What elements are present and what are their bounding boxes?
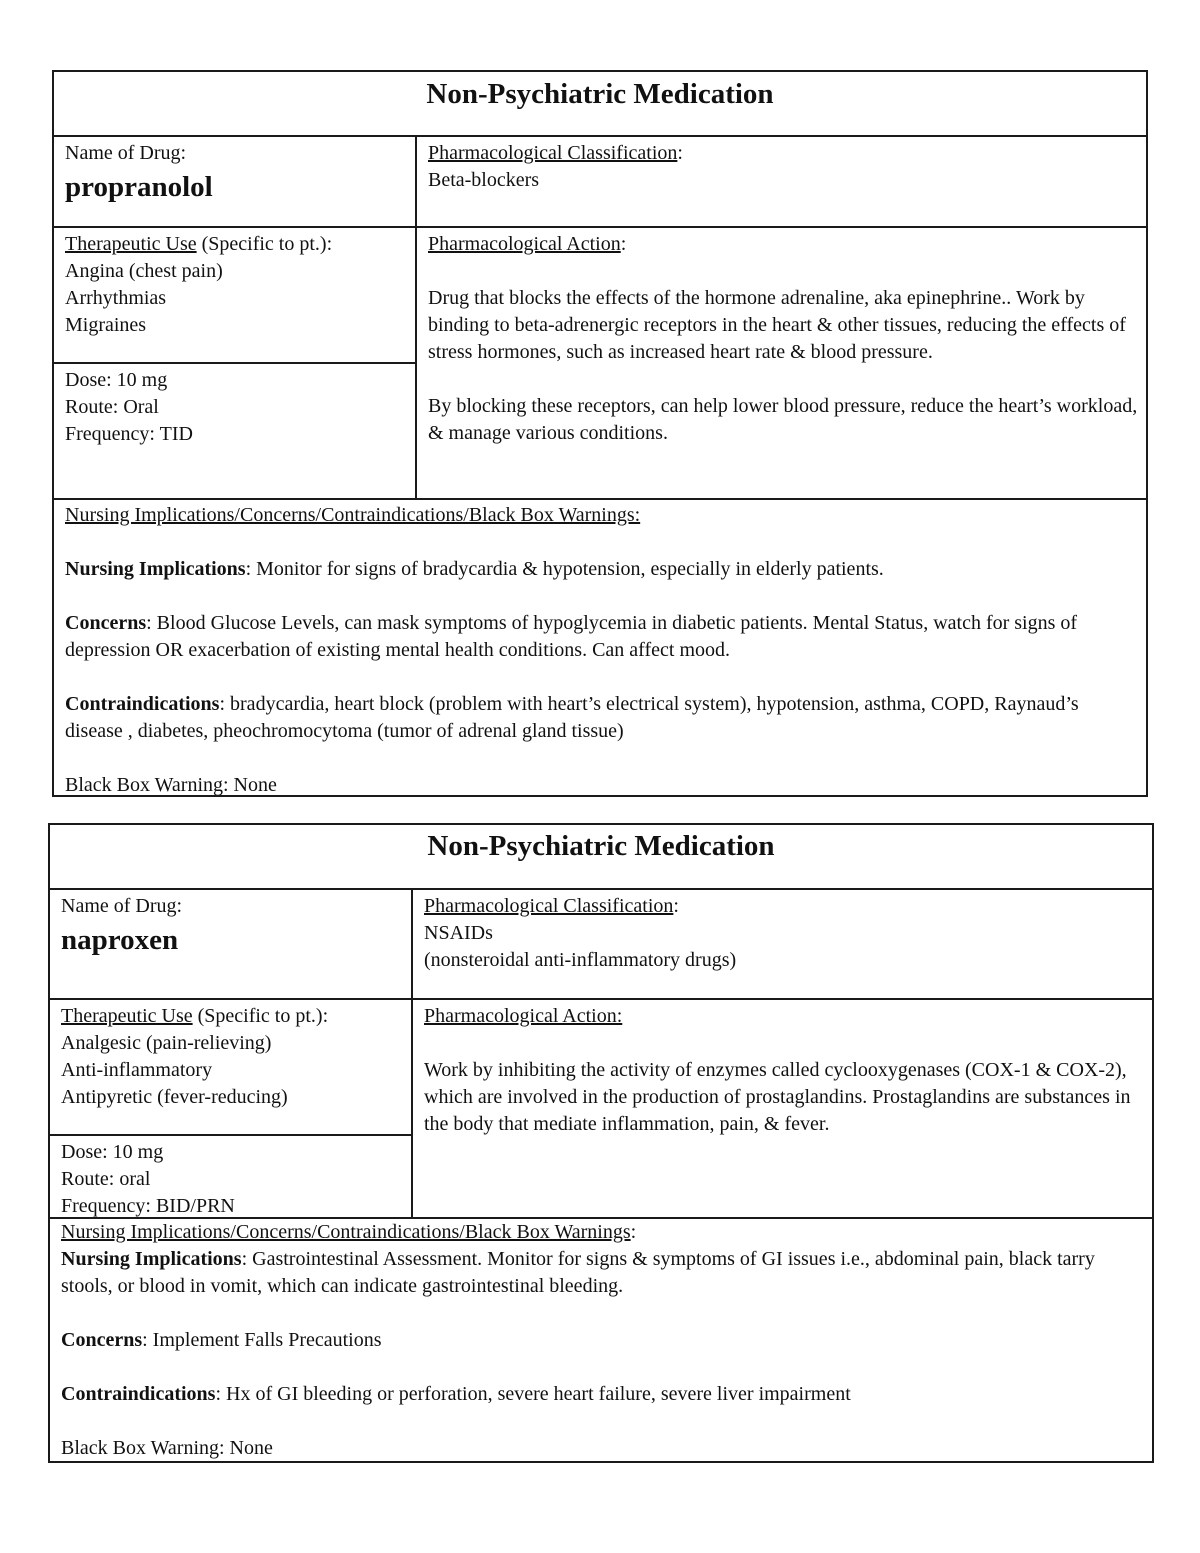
black-box-warning: Black Box Warning: None — [61, 1437, 273, 1459]
concerns-label: Concerns — [65, 612, 147, 634]
therapeutic-use-cell — [54, 228, 415, 362]
therapeutic-use-item: Analgesic (pain-relieving) — [61, 1032, 272, 1054]
nursing-header: Nursing Implications/Concerns/Contraindications/Black Box Warnings: — [65, 504, 641, 526]
classification-value: (nonsteroidal anti-inflammatory drugs) — [424, 949, 737, 971]
therapeutic-use-item: Arrhythmias — [65, 287, 167, 309]
contraindications-label: Contraindications — [65, 693, 220, 715]
frequency: Frequency: TID — [65, 423, 193, 445]
classification-value: NSAIDs — [424, 922, 493, 944]
drug-name-label: Name of Drug: — [61, 895, 183, 917]
action-label: Pharmacological Action: — [424, 1005, 623, 1027]
drug-name-cell — [54, 137, 415, 226]
classification-label: Pharmacological Classification — [424, 895, 674, 917]
therapeutic-use-item: Antipyretic (fever-reducing) — [61, 1086, 288, 1108]
action-label: Pharmacological Action — [428, 233, 621, 255]
pharmacological-action-cell — [417, 228, 1148, 498]
dose-cell — [54, 364, 415, 498]
black-box-warning: Black Box Warning: None — [65, 774, 277, 795]
route: Route: Oral — [65, 396, 159, 418]
frequency: Frequency: BID/PRN — [61, 1195, 235, 1217]
classification-colon: : — [673, 895, 679, 917]
nursing-implications-label: Nursing Implications — [61, 1248, 242, 1270]
therapeutic-use-label: Therapeutic Use — [61, 1005, 193, 1027]
nursing-header: Nursing Implications/Concerns/Contraindications/Black Box Warnings — [61, 1221, 631, 1243]
therapeutic-use-item: Angina (chest pain) — [65, 260, 223, 282]
classification-value: Beta-blockers — [428, 169, 540, 191]
pharmacological-action-cell — [413, 1000, 1154, 1217]
contraindications-text: : bradycardia, heart block (problem with heart’s electrical system), hypotension, asthma, COPD, Raynaud’s disease , diabetes, pheochromocytoma (tumor of adrenal gland tissue) — [65, 693, 1079, 742]
concerns-text: : Blood Glucose Levels, can mask symptoms of hypoglycemia in diabetic patients. Mental Status, watch for signs of depression OR exacerbation of existing mental health conditions. Can affect mood. — [65, 612, 1078, 661]
drug-name: propranolol — [65, 171, 213, 203]
therapeutic-use-cell — [50, 1000, 411, 1134]
action-paragraph: By blocking these receptors, can help lower blood pressure, reduce the heart’s workload, & manage various conditions. — [428, 395, 1138, 444]
action-paragraph: Work by inhibiting the activity of enzymes called cyclooxygenases (COX-1 & COX-2), which are involved in the production of prostaglandins. Prostaglandins are substances in the body that mediate inflammation, pain, & fever. — [424, 1059, 1131, 1135]
concerns-text: : Implement Falls Precautions — [142, 1329, 382, 1351]
nursing-implications-label: Nursing Implications — [65, 558, 246, 580]
classification-colon: : — [677, 142, 683, 164]
dose-cell — [50, 1136, 411, 1217]
nursing-header-suffix: : — [630, 1221, 637, 1243]
nursing-cell — [50, 1219, 1152, 1461]
contraindications-text: : Hx of GI bleeding or perforation, severe heart failure, severe liver impairment — [215, 1383, 851, 1405]
therapeutic-use-suffix: (Specific to pt.): — [196, 233, 333, 255]
therapeutic-use-suffix: (Specific to pt.): — [192, 1005, 329, 1027]
dose: Dose: 10 mg — [65, 369, 168, 391]
action-paragraph: Drug that blocks the effects of the hormone adrenaline, aka epinephrine.. Work by binding to beta-adrenergic receptors in the heart & other tissues, reducing the effects of stress hormones, such as increased heart rate & blood pressure. — [428, 287, 1126, 363]
contraindications-label: Contraindications — [61, 1383, 216, 1405]
drug-name-label: Name of Drug: — [65, 142, 187, 164]
therapeutic-use-label: Therapeutic Use — [65, 233, 197, 255]
action-colon: : — [620, 233, 627, 255]
classification-label: Pharmacological Classification — [428, 142, 678, 164]
route: Route: oral — [61, 1168, 151, 1190]
therapeutic-use-item: Anti-inflammatory — [61, 1059, 213, 1081]
therapeutic-use-item: Migraines — [65, 314, 147, 336]
drug-name: naproxen — [61, 924, 179, 956]
classification-cell — [417, 137, 1148, 226]
classification-cell — [413, 890, 1154, 998]
drug-name-cell — [50, 890, 411, 998]
card-title: Non-Psychiatric Medication — [426, 78, 774, 110]
nursing-implications-text: : Monitor for signs of bradycardia & hypotension, especially in elderly patients. — [245, 558, 884, 580]
card-title: Non-Psychiatric Medication — [427, 830, 775, 862]
medication-card-propranolol — [52, 70, 1148, 797]
concerns-label: Concerns — [61, 1329, 143, 1351]
nursing-implications-text: : Gastrointestinal Assessment. Monitor for signs & symptoms of GI issues i.e., abdominal pain, black tarry stools, or blood in vomit, which can indicate gastrointestinal bleeding. — [61, 1248, 1095, 1297]
nursing-cell — [54, 500, 1146, 795]
medication-card-naproxen — [48, 823, 1154, 1463]
dose: Dose: 10 mg — [61, 1141, 164, 1163]
